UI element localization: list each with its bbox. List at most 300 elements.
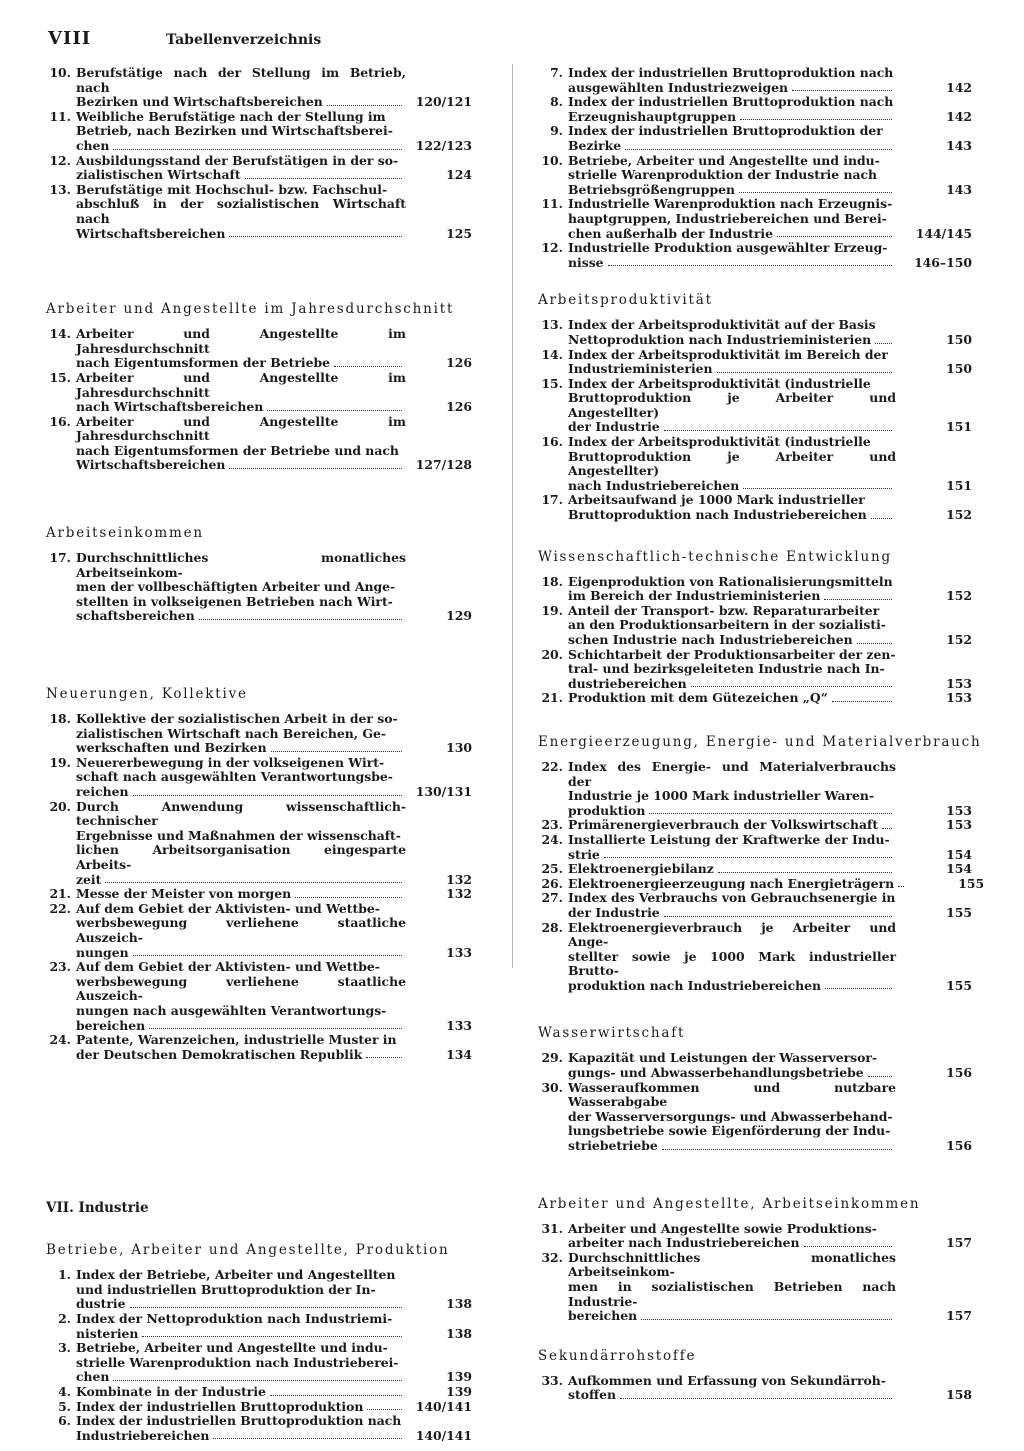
- entry-line: Industrie je 1000 Mark industrieller Waren-: [568, 788, 875, 804]
- entry-number: 10.: [541, 152, 563, 168]
- toc-entry: [538, 197, 972, 241]
- entry-number: 11.: [49, 108, 71, 124]
- toc-section: [538, 549, 972, 706]
- entry-line-text: Nettoproduktion nach Industrieministerien: [568, 331, 872, 347]
- entry-title: [76, 110, 406, 154]
- toc-section: [46, 66, 472, 241]
- toc-entry: [538, 604, 972, 648]
- toc-entry: [46, 1400, 472, 1415]
- entry-page-number: 153: [946, 817, 972, 833]
- dot-leader: [130, 1307, 403, 1308]
- entry-title: [76, 1033, 406, 1062]
- dot-leader: [142, 1336, 402, 1337]
- entry-page-number: 154: [946, 861, 972, 877]
- toc-entry: [538, 348, 972, 377]
- entry-line: [76, 785, 406, 800]
- entry-line-text: reichen: [76, 784, 129, 799]
- entry-line: [76, 95, 406, 110]
- entry-line: Index der Arbeitsproduktivität im Bereich der: [568, 346, 888, 362]
- entry-number: 1.: [58, 1267, 71, 1283]
- toc-section: [538, 1025, 972, 1153]
- entry-number: 17.: [49, 550, 71, 566]
- entry-number: 19.: [49, 754, 71, 770]
- entry-page-number: 129: [446, 608, 472, 624]
- entry-page-number: 157: [946, 1308, 972, 1324]
- entry-line-text: strie: [568, 846, 600, 862]
- toc-section: [538, 1348, 972, 1403]
- entry-title: [568, 66, 896, 95]
- entry-page-number: 156: [946, 1065, 972, 1081]
- entry-title: [568, 833, 896, 862]
- entry-number: 14.: [541, 346, 563, 362]
- entry-line: lichen Arbeitsorganisation eingesparte Arbeits-: [76, 842, 406, 872]
- toc-entry: [538, 241, 972, 270]
- entry-line: [568, 1388, 896, 1403]
- dot-leader: [213, 1438, 402, 1439]
- entry-title: [76, 1341, 406, 1385]
- dot-leader: [691, 686, 892, 687]
- toc-entry: [538, 435, 972, 493]
- entry-line-text: dustrie: [76, 1296, 126, 1312]
- dot-leader: [270, 1395, 402, 1396]
- dot-leader: [777, 236, 892, 237]
- toc-entry: [46, 154, 472, 183]
- entry-line: strielle Warenproduktion nach Industrieberei-: [76, 1354, 399, 1370]
- entry-page-number: 125: [446, 225, 472, 241]
- entry-line-text: Kombinate in der Industrie: [76, 1384, 266, 1400]
- entry-page-number: 120/121: [415, 94, 472, 110]
- entry-page-number: 152: [946, 632, 972, 647]
- entry-title: [568, 493, 896, 522]
- dot-leader: [149, 1028, 402, 1029]
- entry-line: Industrielle Warenproduktion nach Erzeugnis-: [568, 196, 893, 212]
- section-title: Energieerzeugung, Energie- und Materialverbrauch: [538, 733, 982, 750]
- entry-number: 6.: [58, 1413, 71, 1429]
- entry-number: 33.: [541, 1372, 563, 1388]
- entry-line: [76, 1048, 406, 1063]
- entry-line: [76, 1370, 406, 1385]
- entry-page-number: 130: [446, 740, 472, 756]
- toc-entry: [538, 891, 972, 920]
- entry-title: [568, 197, 896, 241]
- entry-line: [568, 256, 896, 271]
- toc-entry: [538, 818, 972, 833]
- toc-section: [538, 1196, 972, 1324]
- entry-page-number: 127/128: [415, 457, 472, 473]
- entry-line: der Wasserversorgungs- und Abwasserbehand-: [568, 1108, 893, 1124]
- entry-page-number: 156: [946, 1138, 972, 1154]
- entry-line-text: chen: [76, 1369, 110, 1385]
- dot-leader: [792, 90, 892, 91]
- entry-line-text: Messe der Meister von morgen: [76, 886, 292, 902]
- entry-line: [568, 848, 896, 863]
- entry-title: [568, 1374, 896, 1403]
- entry-number: 8.: [550, 94, 563, 110]
- entry-line: Betrieb, nach Bezirken und Wirtschaftsberei-: [76, 123, 393, 139]
- toc-entry: [538, 575, 972, 604]
- entry-title: [76, 1312, 406, 1341]
- entry-number: 25.: [541, 861, 563, 877]
- dot-leader: [739, 192, 892, 193]
- toc-entry: [46, 183, 472, 241]
- entry-title: [568, 818, 896, 833]
- entry-title: [568, 891, 896, 920]
- entry-line: Index der industriellen Bruttoproduktion nach: [76, 1413, 402, 1429]
- entry-page-number: 153: [946, 690, 972, 706]
- toc-entry: [538, 648, 972, 692]
- entry-number: 12.: [49, 152, 71, 168]
- dot-leader: [199, 619, 402, 620]
- entry-line: Wasseraufkommen und nutzbare Wasserabgabe: [568, 1079, 896, 1110]
- entry-number: 13.: [541, 317, 563, 333]
- entry-line-text: chen außerhalb der Industrie: [568, 225, 774, 241]
- entry-number: 2.: [58, 1311, 71, 1327]
- entry-line-text: ausgewählten Industriezweigen: [568, 79, 789, 95]
- entry-line-text: Wirtschaftsbereichen: [76, 457, 226, 473]
- entry-title: [76, 712, 406, 756]
- entry-line-text: Bezirken und Wirtschaftsbereichen: [76, 94, 323, 110]
- toc-entry: [538, 1222, 972, 1251]
- entry-line: Betriebe, Arbeiter und Angestellte und indu-: [76, 1340, 388, 1356]
- entry-title: [568, 691, 896, 706]
- dot-leader: [875, 343, 892, 344]
- entry-line: [76, 1327, 406, 1342]
- entry-line: men der vollbeschäftigten Arbeiter und Ange-: [76, 579, 396, 595]
- toc-entry: [538, 377, 972, 435]
- entry-page-number: 153: [946, 675, 972, 691]
- entry-line: [568, 691, 896, 706]
- entry-title: [76, 154, 406, 183]
- entry-line: [568, 479, 896, 494]
- entry-line: [76, 1400, 406, 1415]
- entry-line: [568, 333, 896, 348]
- entry-line-text: nisse: [568, 254, 604, 270]
- entry-line: Weibliche Berufstätige nach der Stellung im: [76, 108, 386, 124]
- entry-line-text: bereichen: [568, 1308, 638, 1324]
- toc-entry: [46, 800, 472, 888]
- dot-leader: [334, 366, 402, 367]
- entry-page-number: 138: [446, 1325, 472, 1341]
- entry-line-text: arbeiter nach Industriebereichen: [568, 1235, 800, 1251]
- entry-line: [568, 1139, 896, 1154]
- entry-title: [568, 348, 896, 377]
- entry-line: [568, 139, 896, 154]
- entry-line-text: Industrieministerien: [568, 361, 713, 377]
- dot-leader: [804, 1246, 892, 1247]
- dot-leader: [664, 916, 892, 917]
- entry-line-text: produktion: [568, 802, 646, 818]
- entry-line: [76, 887, 406, 902]
- entry-page-number: 142: [946, 108, 972, 124]
- entry-line-text: zialistischen Wirtschaft: [76, 167, 241, 183]
- entry-line: Betriebe, Arbeiter und Angestellte und indu-: [568, 152, 880, 168]
- dot-leader: [664, 430, 892, 431]
- entry-line: Aufkommen und Erfassung von Sekundärroh-: [568, 1372, 886, 1388]
- section-title: Arbeitsproduktivität: [538, 292, 713, 309]
- entry-line: Index des Energie- und Materialverbrauchs der: [568, 758, 896, 789]
- entry-line-text: Industriebereichen: [76, 1427, 210, 1443]
- entry-page-number: 132: [446, 886, 472, 902]
- entry-page-number: 153: [946, 802, 972, 818]
- entry-page-number: 133: [446, 944, 472, 960]
- entry-number: 14.: [49, 326, 71, 342]
- entry-title: [76, 960, 406, 1033]
- entry-page-number: 152: [946, 507, 972, 523]
- section-title: Arbeiter und Angestellte im Jahresdurchschnitt: [46, 301, 455, 318]
- section-title: Wasserwirtschaft: [538, 1025, 686, 1042]
- entry-title: [568, 648, 896, 692]
- dot-leader: [366, 1057, 402, 1058]
- toc-entry: [46, 66, 472, 110]
- toc-section: [538, 66, 972, 270]
- entry-line: Arbeiter und Angestellte im Jahresdurchschnitt: [76, 413, 406, 444]
- entry-line-text: striebetriebe: [568, 1138, 658, 1154]
- entry-line: [76, 1385, 406, 1400]
- entry-line: nach Eigentumsformen der Betriebe und nach: [76, 442, 399, 458]
- toc-entry: [46, 415, 472, 473]
- section-title: Arbeiter und Angestellte, Arbeitseinkommen: [538, 1195, 921, 1212]
- entry-line-text: produktion nach Industriebereichen: [568, 977, 822, 993]
- toc-entry: [538, 318, 972, 347]
- entry-number: 3.: [58, 1340, 71, 1356]
- entry-page-number: 130/131: [415, 784, 472, 799]
- toc-entry: [46, 902, 472, 960]
- entry-line-text: Primärenergieverbrauch der Volkswirtschaft: [568, 817, 879, 833]
- entry-page-number: 122/123: [415, 137, 472, 153]
- entry-number: 29.: [541, 1050, 563, 1066]
- toc-entry: [538, 921, 972, 994]
- entry-line: Ergebnisse und Maßnahmen der wissenschaft-: [76, 827, 401, 843]
- entry-line: Berufstätige nach der Stellung im Betrieb, nach: [76, 65, 406, 95]
- dot-leader: [367, 1409, 402, 1410]
- toc-entry: [46, 551, 472, 624]
- dot-leader: [105, 882, 402, 883]
- toc-entry: [46, 1033, 472, 1062]
- toc-entry: [46, 756, 472, 800]
- entry-page-number: 150: [946, 331, 972, 347]
- entry-line: [568, 227, 896, 242]
- entry-title: [76, 1268, 406, 1312]
- entry-title: [76, 551, 406, 624]
- chapter-title: VII. Industrie: [46, 1200, 149, 1217]
- entry-line-text: der Industrie: [568, 419, 660, 435]
- entry-line-text: nach Industriebereichen: [568, 477, 740, 493]
- entry-page-number: 140/141: [415, 1427, 472, 1443]
- entry-number: 18.: [541, 573, 563, 589]
- entry-number: 15.: [49, 369, 71, 385]
- entry-line-text: der Industrie: [568, 904, 660, 920]
- section-title: Neuerungen, Kollektive: [46, 686, 248, 703]
- entry-line: Berufstätige mit Hochschul- bzw. Fachschul-: [76, 181, 388, 197]
- entry-line: abschluß in der sozialistischen Wirtschaft nach: [76, 196, 406, 226]
- entry-line: [568, 877, 908, 892]
- industry-group: [46, 1242, 472, 1443]
- entry-line: Index der industriellen Bruttoproduktion nach: [568, 65, 894, 80]
- entry-title: [568, 377, 896, 435]
- section-title: Wissenschaftlich-technische Entwicklung: [538, 548, 892, 565]
- entry-line-text: gungs- und Abwasserbehandlungsbetriebe: [568, 1065, 864, 1081]
- left-groups: [46, 66, 472, 1062]
- entry-line: Arbeiter und Angestellte sowie Produktions-: [568, 1220, 877, 1236]
- entry-line: [568, 1066, 896, 1081]
- entry-line: Industrielle Produktion ausgewählter Erzeug-: [568, 240, 888, 256]
- entry-page-number: 126: [446, 355, 472, 371]
- entry-page-number: 126: [446, 399, 472, 415]
- entry-line: [76, 741, 406, 756]
- entry-line-text: zeit: [76, 871, 102, 887]
- entry-page-number: 139: [446, 1384, 472, 1400]
- entry-line: Index der industriellen Bruttoproduktion nach: [568, 94, 894, 110]
- entry-page-number: 140/141: [415, 1398, 472, 1414]
- toc-entry: [46, 1268, 472, 1312]
- entry-page-number: 134: [446, 1046, 472, 1062]
- entry-number: 32.: [541, 1249, 563, 1265]
- toc-entry: [538, 862, 972, 877]
- entry-line: Index der industriellen Bruttoproduktion der: [568, 123, 883, 139]
- toc-entry: [538, 760, 972, 818]
- toc-entry: [46, 110, 472, 154]
- entry-line: Index der Arbeitsproduktivität (industrielle: [568, 375, 871, 391]
- entry-line-text: nisterien: [76, 1325, 139, 1341]
- entry-title: [568, 1222, 896, 1251]
- toc-section: [538, 292, 972, 522]
- toc-entry: [46, 1414, 472, 1443]
- entry-line: [568, 1236, 896, 1251]
- toc-entry: [46, 371, 472, 415]
- dot-leader: [717, 372, 892, 373]
- entry-line: Arbeiter und Angestellte im Jahresdurchschnitt: [76, 326, 406, 356]
- entry-title: [76, 1414, 406, 1443]
- section-title: Sekundärrohstoffe: [538, 1347, 697, 1364]
- dot-leader: [327, 105, 402, 106]
- entry-line: [76, 609, 406, 624]
- entry-line: Bruttoproduktion je Arbeiter und Angestellter): [568, 448, 896, 479]
- entry-page-number: 124: [446, 167, 472, 183]
- entry-page-number: 155: [946, 977, 972, 993]
- entry-title: [568, 921, 896, 994]
- dot-leader: [133, 955, 402, 956]
- entry-line: nungen nach ausgewählten Verantwortungs-: [76, 1002, 387, 1018]
- entry-page-number: 154: [946, 846, 972, 862]
- entry-line: Elektroenergieverbrauch je Arbeiter und Ange-: [568, 919, 896, 950]
- entry-line-text: schen Industrie nach Industriebereichen: [568, 632, 853, 647]
- toc-entry: [538, 124, 972, 153]
- entry-number: 4.: [58, 1384, 71, 1400]
- right-column: [538, 65, 985, 1403]
- entry-number: 13.: [49, 181, 71, 197]
- entry-title: [568, 318, 896, 347]
- dot-leader: [743, 488, 892, 489]
- toc-entry: [46, 1312, 472, 1341]
- toc-entry: [538, 66, 972, 95]
- section-title: Betriebe, Arbeiter und Angestellte, Produktion: [46, 1242, 450, 1259]
- toc-entry: [538, 1251, 972, 1324]
- entry-title: [76, 1400, 406, 1415]
- entry-line-text: Betriebsgrößengruppen: [568, 181, 736, 197]
- entry-line: strielle Warenproduktion der Industrie nach: [568, 167, 878, 183]
- entry-number: 21.: [49, 886, 71, 902]
- entry-line: hauptgruppen, Industriebereichen und Berei-: [568, 210, 887, 226]
- toc-entry: [46, 327, 472, 371]
- entry-line: [568, 677, 896, 692]
- entry-number: 24.: [541, 831, 563, 847]
- entry-title: [568, 95, 896, 124]
- entry-line: Patente, Warenzeichen, industrielle Muster in: [76, 1032, 397, 1048]
- toc-section: [538, 733, 985, 994]
- toc-section: [46, 301, 472, 473]
- entry-title: [76, 66, 406, 110]
- entry-line: lungsbetriebe sowie Eigenförderung der Indu-: [568, 1123, 891, 1139]
- entry-line: Index des Verbrauchs von Gebrauchsenergie in: [568, 890, 896, 906]
- entry-line: zialistischen Wirtschaft nach Bereichen, Ge-: [76, 725, 386, 741]
- entry-title: [76, 327, 406, 371]
- toc-section: [46, 1242, 472, 1443]
- entry-line: Arbeiter und Angestellte im Jahresdurchschnitt: [76, 369, 406, 400]
- entry-page-number: 132: [446, 871, 472, 887]
- entry-title: [76, 1385, 406, 1400]
- entry-line: werbsbewegung verliehene staatliche Auszeich-: [76, 973, 406, 1004]
- entry-line: Kapazität und Leistungen der Wasserversor-: [568, 1050, 878, 1066]
- entry-number: 23.: [541, 817, 563, 833]
- entry-title: [568, 1251, 896, 1324]
- entry-line: Anteil der Transport- bzw. Reparaturarbeiter: [568, 602, 880, 618]
- entry-title: [568, 862, 896, 877]
- entry-page-number: 143: [946, 137, 972, 153]
- entry-line: [568, 818, 896, 833]
- entry-line-text: schaftsbereichen: [76, 608, 195, 624]
- toc-entry: [538, 1081, 972, 1154]
- toc-entry: [46, 1341, 472, 1385]
- entry-line: [568, 862, 896, 877]
- toc-entry: [538, 493, 972, 522]
- dot-leader: [718, 872, 892, 873]
- entry-line: [568, 508, 896, 523]
- entry-line: tral- und bezirksgeleiteten Industrie nach In-: [568, 661, 885, 677]
- section-title: Arbeitseinkommen: [46, 525, 204, 542]
- entry-line: an den Produktionsarbeitern in der sozialisti-: [568, 617, 886, 633]
- entry-number: 20.: [541, 646, 563, 662]
- entry-number: 10.: [49, 65, 71, 80]
- entry-line-text: werkschaften und Bezirken: [76, 740, 267, 756]
- toc-entry: [538, 154, 972, 198]
- entry-page-number: 151: [946, 419, 972, 435]
- dot-leader: [825, 988, 892, 989]
- toc-entry: [46, 1385, 472, 1400]
- entry-title: [76, 887, 406, 902]
- entry-line: Durchschnittliches monatliches Arbeitseinkom-: [568, 1249, 896, 1280]
- entry-number: 7.: [550, 65, 563, 80]
- entry-line: [76, 139, 406, 154]
- entry-page-number: 151: [946, 477, 972, 493]
- entry-page-number: 143: [946, 181, 972, 197]
- entry-line-text: nungen: [76, 944, 129, 960]
- toc-entry: [538, 95, 972, 124]
- entry-line: stellter sowie je 1000 Mark industrieller Brutto-: [568, 948, 896, 979]
- entry-line: [568, 906, 896, 921]
- entry-line-text: Produktion mit dem Gütezeichen „Q“: [568, 690, 828, 706]
- entry-line: [76, 946, 406, 961]
- entry-line: Installierte Leistung der Kraftwerke der Indu-: [568, 831, 890, 847]
- entry-line-text: nach Eigentumsformen der Betriebe: [76, 355, 331, 371]
- entry-number: 21.: [541, 690, 563, 706]
- entry-page-number: 139: [446, 1369, 472, 1385]
- toc-entry: [538, 1051, 972, 1080]
- entry-line-text: Elektroenergieerzeugung nach Energieträgern: [568, 875, 895, 891]
- toc-section: [46, 525, 472, 624]
- dot-leader: [133, 795, 402, 796]
- dot-leader: [832, 701, 892, 702]
- entry-line: Kollektive der sozialistischen Arbeit in der so-: [76, 711, 398, 727]
